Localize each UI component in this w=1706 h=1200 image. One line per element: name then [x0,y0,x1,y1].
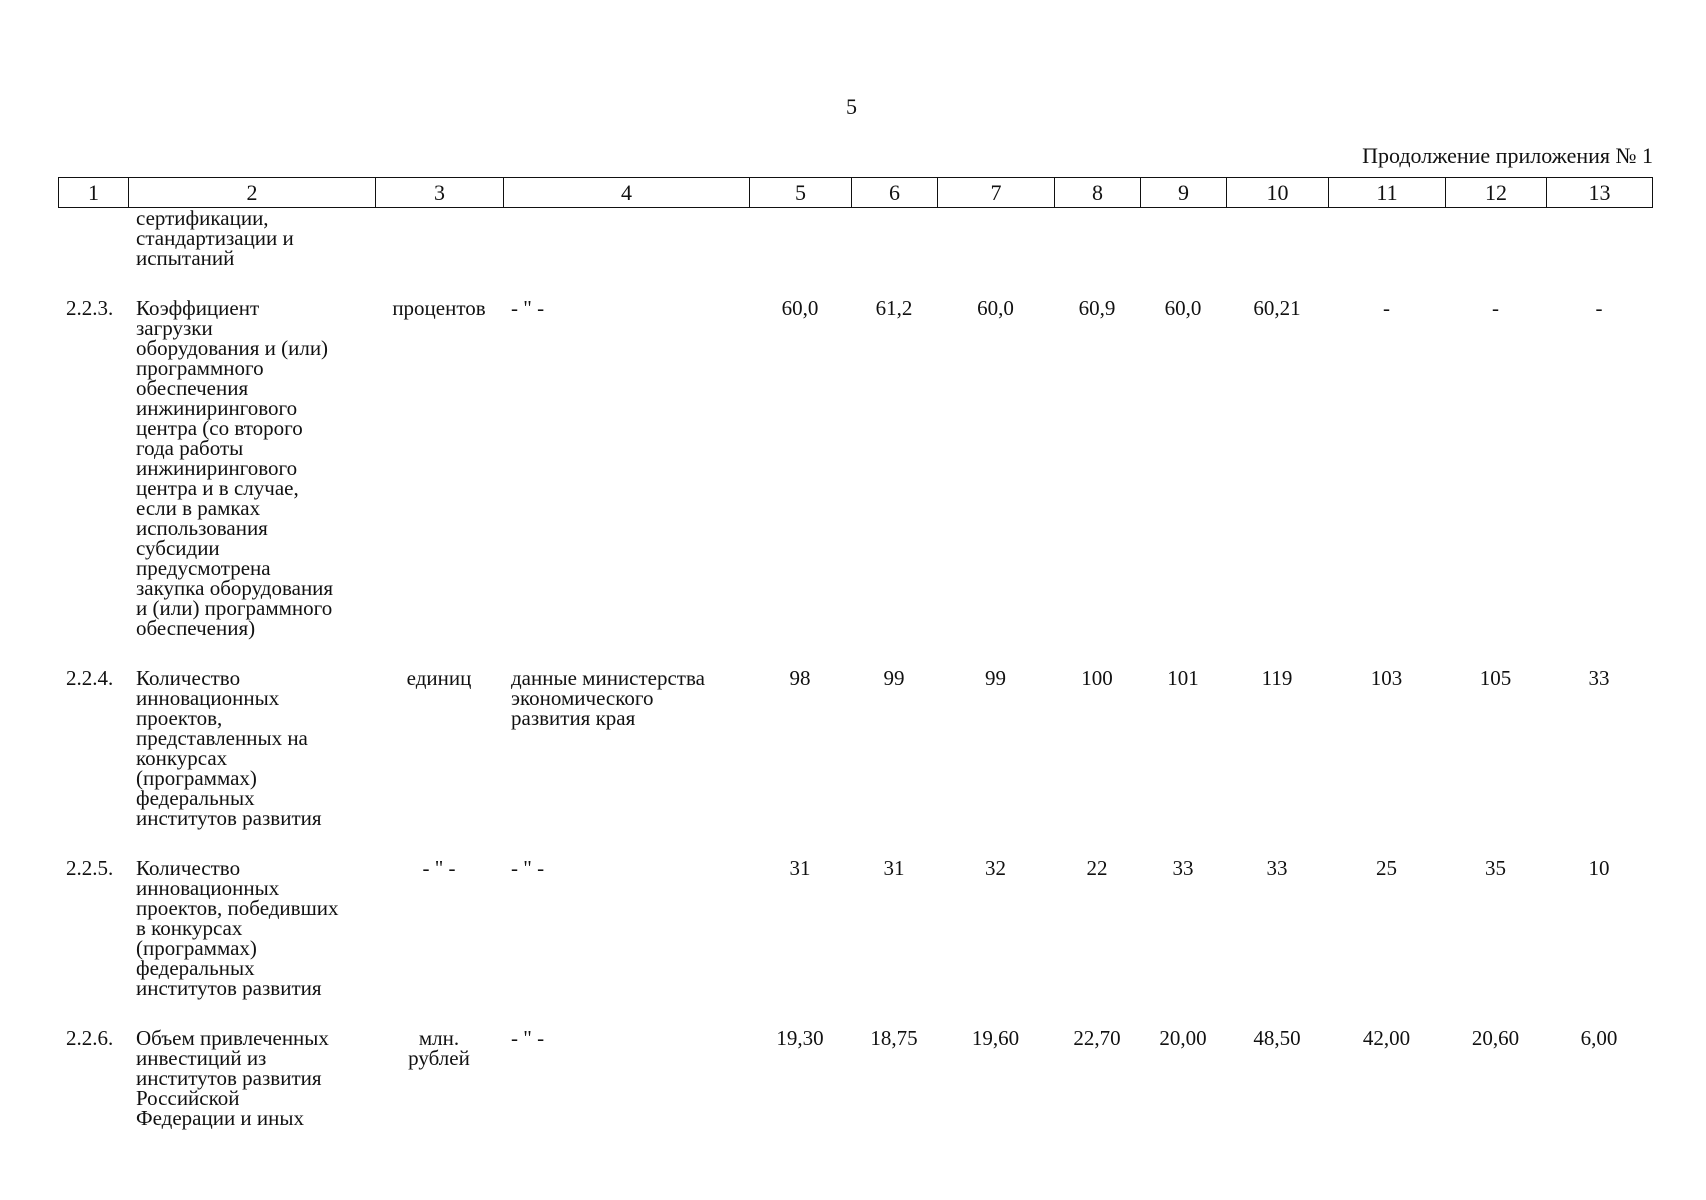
value-cell: 6,00 [1580,1026,1618,1050]
indicator-name: сертификации, стандартизации и испытаний [136,206,294,270]
value-cell [1140,208,1226,268]
row-spacer-cell [58,998,1652,1028]
value-cell: - [1492,296,1499,320]
value-cell: 33 [1588,666,1610,690]
value-cell: 20,60 [1471,1026,1520,1050]
value-cell: 119 [1261,666,1293,690]
value-cell: 31 [789,856,811,880]
row-number [58,208,128,268]
value-cell [1445,208,1546,268]
header-cell: 1 [59,178,129,208]
unit-of-measure [375,208,503,268]
row-spacer-cell [58,828,1652,858]
value-cell: 18,75 [870,1026,918,1050]
row-number: 2.2.6. [66,1026,114,1050]
header-cell: 13 [1547,178,1653,208]
value-cell: 42,00 [1362,1026,1411,1050]
unit-of-measure: процентов [392,296,486,320]
data-source: данные министерства экономического развития края [511,666,705,730]
header-cell: 5 [750,178,852,208]
indicator-name: Количество инновационных проектов, победивших в конкурсах (программах) федеральных институтов развития [136,856,339,1000]
value-cell: 99 [883,666,905,690]
value-cell: 103 [1370,666,1403,690]
value-cell: 33 [1172,856,1194,880]
value-cell [1226,208,1328,268]
value-cell: 98 [789,666,811,690]
header-cell: 8 [1055,178,1141,208]
indicators-table [58,208,1652,1128]
data-source: - " - [511,296,545,320]
row-spacer [58,268,1652,298]
table-row [58,208,1652,268]
value-cell: 19,60 [971,1026,1020,1050]
unit-of-measure: млн. рублей [408,1026,470,1070]
value-cell: 25 [1376,856,1397,880]
page-number: 5 [846,94,857,119]
table-row [58,298,1652,638]
value-cell: 60,0 [977,296,1014,320]
row-spacer [58,998,1652,1028]
unit-of-measure: единиц [406,666,472,690]
value-cell: 60,0 [781,296,819,320]
value-cell: 105 [1479,666,1512,690]
value-cell: 101 [1167,666,1199,690]
table-row [58,858,1652,998]
value-cell: 22,70 [1073,1026,1121,1050]
data-source: - " - [511,856,545,880]
row-number: 2.2.4. [66,666,114,690]
row-spacer [58,638,1652,668]
indicator-name: Количество инновационных проектов, представленных на конкурсах (программах) федеральных институтов развития [136,666,322,830]
indicator-name: Коэффициент загрузки оборудования и (или) программного обеспечения инжинирингового центра (со второго года работы инжинирингового центра и в случае, если в рамках использования субсидии предусмотрена закупка оборудования и (или) программного обеспечения) [136,296,334,640]
value-cell: 22 [1086,856,1108,880]
row-number: 2.2.3. [66,296,114,320]
header-cell: 10 [1227,178,1329,208]
value-cell: 60,0 [1164,296,1202,320]
value-cell [937,208,1054,268]
value-cell: 19,30 [776,1026,824,1050]
value-cell: 31 [883,856,905,880]
header-cell: 9 [1141,178,1227,208]
value-cell: 100 [1081,666,1113,690]
value-cell: 60,21 [1253,296,1301,320]
indicator-name: Объем привлеченных инвестиций из институтов развития Российской Федерации и иных [136,1026,329,1130]
row-number: 2.2.5. [66,856,114,880]
value-cell: 61,2 [875,296,913,320]
header-cell: 4 [504,178,750,208]
value-cell: 10 [1588,856,1610,880]
value-cell: - [1383,296,1390,320]
value-cell: 99 [985,666,1006,690]
value-cell [749,208,851,268]
unit-of-measure: - " - [422,856,456,880]
header-cell: 7 [938,178,1055,208]
column-number-header [58,177,1653,208]
header-cell: 11 [1329,178,1446,208]
value-cell [1054,208,1140,268]
value-cell [1328,208,1445,268]
table-row [58,668,1652,828]
header-cell: 3 [376,178,504,208]
value-cell [1546,208,1652,268]
value-cell: - [1595,296,1603,320]
header-cell: 6 [852,178,938,208]
data-source [503,208,749,268]
data-source: - " - [511,1026,545,1050]
value-cell: 33 [1266,856,1288,880]
row-spacer-cell [58,268,1652,298]
value-cell: 48,50 [1253,1026,1301,1050]
table-row [58,1028,1652,1128]
header-cell: 2 [129,178,376,208]
continuation-label: Продолжение приложения № 1 [1362,143,1653,168]
row-spacer-cell [58,638,1652,668]
value-cell: 60,9 [1078,296,1116,320]
value-cell: 32 [985,856,1006,880]
value-cell [851,208,937,268]
value-cell: 35 [1485,856,1506,880]
value-cell: 20,00 [1159,1026,1207,1050]
row-spacer [58,828,1652,858]
header-cell: 12 [1446,178,1547,208]
